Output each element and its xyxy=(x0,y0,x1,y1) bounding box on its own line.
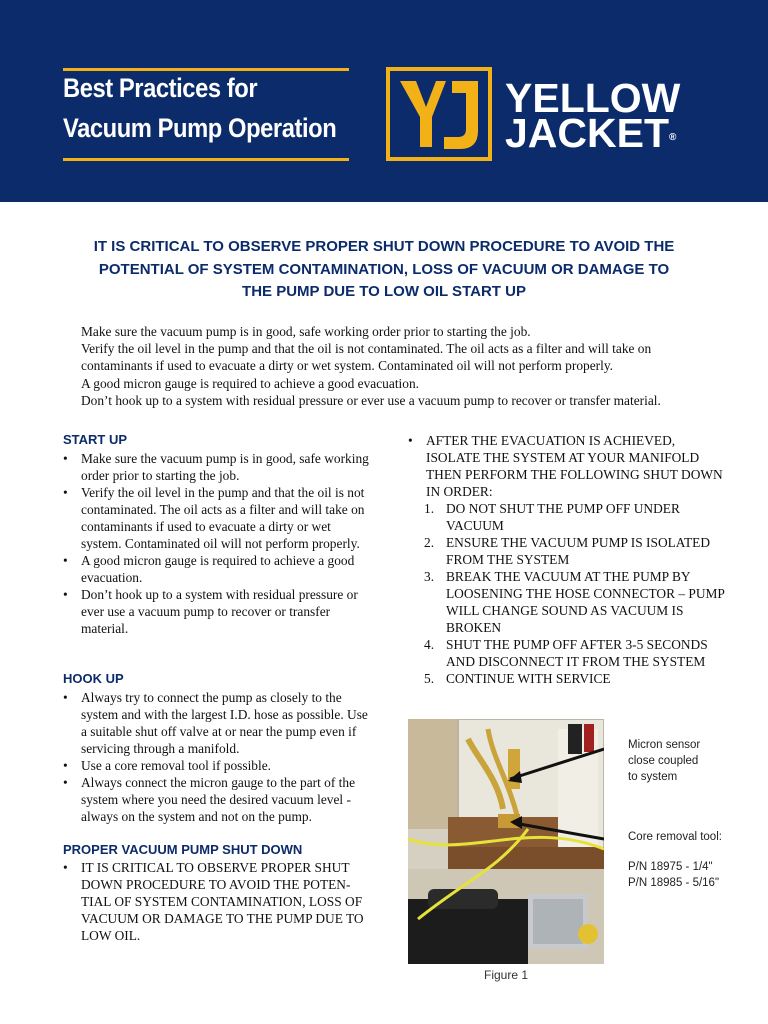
title-rule-bottom xyxy=(63,158,349,161)
bullet: • xyxy=(63,553,68,568)
bullet: • xyxy=(63,587,68,602)
step-text: DO NOT SHUT THE PUMP OFF UNDER VACUUM xyxy=(446,501,680,533)
procedure-step xyxy=(408,636,728,670)
part-number: P/N 18975 - 1/4" xyxy=(628,861,713,873)
step-text: SHUT THE PUMP OFF AFTER 3-5 SECONDS AND DISCONNECT IT FROM THE SYSTEM xyxy=(446,637,708,669)
procedure-step xyxy=(408,534,728,568)
registered-mark: ® xyxy=(669,132,677,143)
list-item xyxy=(63,450,373,484)
list-item-text: A good micron gauge is required to achieve a good evacuation. xyxy=(81,553,355,585)
procedure-step xyxy=(408,568,728,636)
callout-line: close coupled xyxy=(628,755,699,767)
headline-line: IT IS CRITICAL TO OBSERVE PROPER SHUT DOWN PROCEDURE TO AVOID THE xyxy=(93,238,675,255)
hook-up-heading: HOOK UP xyxy=(63,671,124,686)
intro-line: Make sure the vacuum pump is in good, safe working order prior to starting the job. xyxy=(81,324,531,339)
shutdown-procedure xyxy=(408,432,728,687)
list-item xyxy=(63,484,373,552)
intro-line: Verify the oil level in the pump and that the oil is not contaminated. The oil acts as a filter and will take on contaminants if used to evacuate a dirty or wet system. Contaminated oil will not perform properly. xyxy=(81,341,652,374)
bullet: • xyxy=(63,451,68,466)
list-item xyxy=(63,552,373,586)
procedure-lead xyxy=(408,432,728,500)
list-item-text: Use a core removal tool if possible. xyxy=(81,758,272,773)
start-up-list xyxy=(63,450,373,637)
critical-headline xyxy=(40,236,728,304)
bullet: • xyxy=(63,775,68,790)
list-item xyxy=(63,689,373,757)
intro-line: Don’t hook up to a system with residual pressure or ever use a vacuum pump to recover or transfer material. xyxy=(81,392,661,408)
callout-line: Micron sensor xyxy=(628,739,701,751)
list-item xyxy=(63,774,373,825)
headline-line: THE PUMP DUE TO LOW OIL START UP xyxy=(242,283,526,300)
bullet: • xyxy=(63,860,68,875)
step-number: 5. xyxy=(424,671,435,686)
list-item-text: Verify the oil level in the pump and that the oil is not contaminated. The oil acts as a filter and will take on contaminants if used to evacuate a dirty or wet system. Contaminated oil will not perform properly. xyxy=(81,485,365,551)
callout-spacer xyxy=(628,845,722,859)
procedure-step xyxy=(408,500,728,534)
page-title-line1: Best Practices for xyxy=(63,73,258,103)
bullet: • xyxy=(63,758,68,773)
list-item xyxy=(63,586,373,637)
part-number: P/N 18985 - 5/16" xyxy=(628,877,720,889)
step-text: CONTINUE WITH SERVICE xyxy=(446,671,611,686)
step-number: 1. xyxy=(424,501,435,516)
intro-paragraphs xyxy=(81,323,721,409)
brand-name-line1: YELLOW xyxy=(505,75,681,121)
list-item-text: Always try to connect the pump as closely to the system and with the largest I.D. hose as possible. Use a suitable shut off valve at or near the pump even if servicing through a manifold. xyxy=(81,690,368,756)
procedure-lead-text: AFTER THE EVACUATION IS ACHIEVED, ISOLATE THE SYSTEM AT YOUR MANIFOLD THEN PERFORM THE FOLLOWING SHUT DOWN IN ORDER: xyxy=(426,433,723,499)
callout-title: Core removal tool: xyxy=(628,831,722,843)
yj-logo-icon xyxy=(386,67,492,161)
bullet: • xyxy=(63,690,68,705)
list-item-text: Make sure the vacuum pump is in good, safe working order prior to starting the job. xyxy=(81,451,369,483)
step-number: 2. xyxy=(424,535,435,550)
callout-line: to system xyxy=(628,771,678,783)
hook-up-list xyxy=(63,689,373,825)
title-rule-top xyxy=(63,68,349,71)
headline-line: POTENTIAL OF SYSTEM CONTAMINATION, LOSS OF VACUUM OR DAMAGE TO xyxy=(98,260,670,278)
start-up-heading: START UP xyxy=(63,432,128,447)
list-item xyxy=(63,859,373,944)
micron-sensor-callout xyxy=(628,737,700,785)
shutdown-heading: PROPER VACUUM PUMP SHUT DOWN xyxy=(63,842,303,857)
step-number: 4. xyxy=(424,637,435,652)
step-text: ENSURE THE VACUUM PUMP IS ISOLATED FROM THE SYSTEM xyxy=(446,535,711,567)
header-banner xyxy=(0,0,768,202)
list-item-text: IT IS CRITICAL TO OBSERVE PROPER SHUT DOWN PROCEDURE TO AVOID THE POTEN-TIAL OF SYSTEM CONTAMINATION, LOSS OF VACUUM OR DAMAGE TO THE PUMP DUE TO LOW OIL. xyxy=(81,860,364,943)
brand-name-line2: JACKET® xyxy=(505,110,677,156)
vacuum-pump-photo xyxy=(408,719,604,964)
bullet: • xyxy=(63,485,68,500)
list-item-text: Always connect the micron gauge to the part of the system where you need the desired vacuum level - always on the system and not on the pump. xyxy=(81,775,356,824)
bullet: • xyxy=(408,433,413,448)
step-text: BREAK THE VACUUM AT THE PUMP BY LOOSENING THE HOSE CONNECTOR – PUMP WILL CHANGE SOUND AS VACUUM IS BROKEN xyxy=(446,569,725,635)
list-item-text: Don’t hook up to a system with residual pressure or ever use a vacuum pump to recover or transfer material. xyxy=(81,587,358,636)
shutdown-list xyxy=(63,859,373,944)
step-number: 3. xyxy=(424,569,435,584)
core-removal-callout xyxy=(628,829,722,891)
list-item xyxy=(63,757,373,774)
intro-line: A good micron gauge is required to achieve a good evacuation. xyxy=(81,375,420,391)
figure-caption: Figure 1 xyxy=(483,968,529,982)
page-title-line2: Vacuum Pump Operation xyxy=(63,113,337,143)
procedure-step xyxy=(408,670,728,687)
